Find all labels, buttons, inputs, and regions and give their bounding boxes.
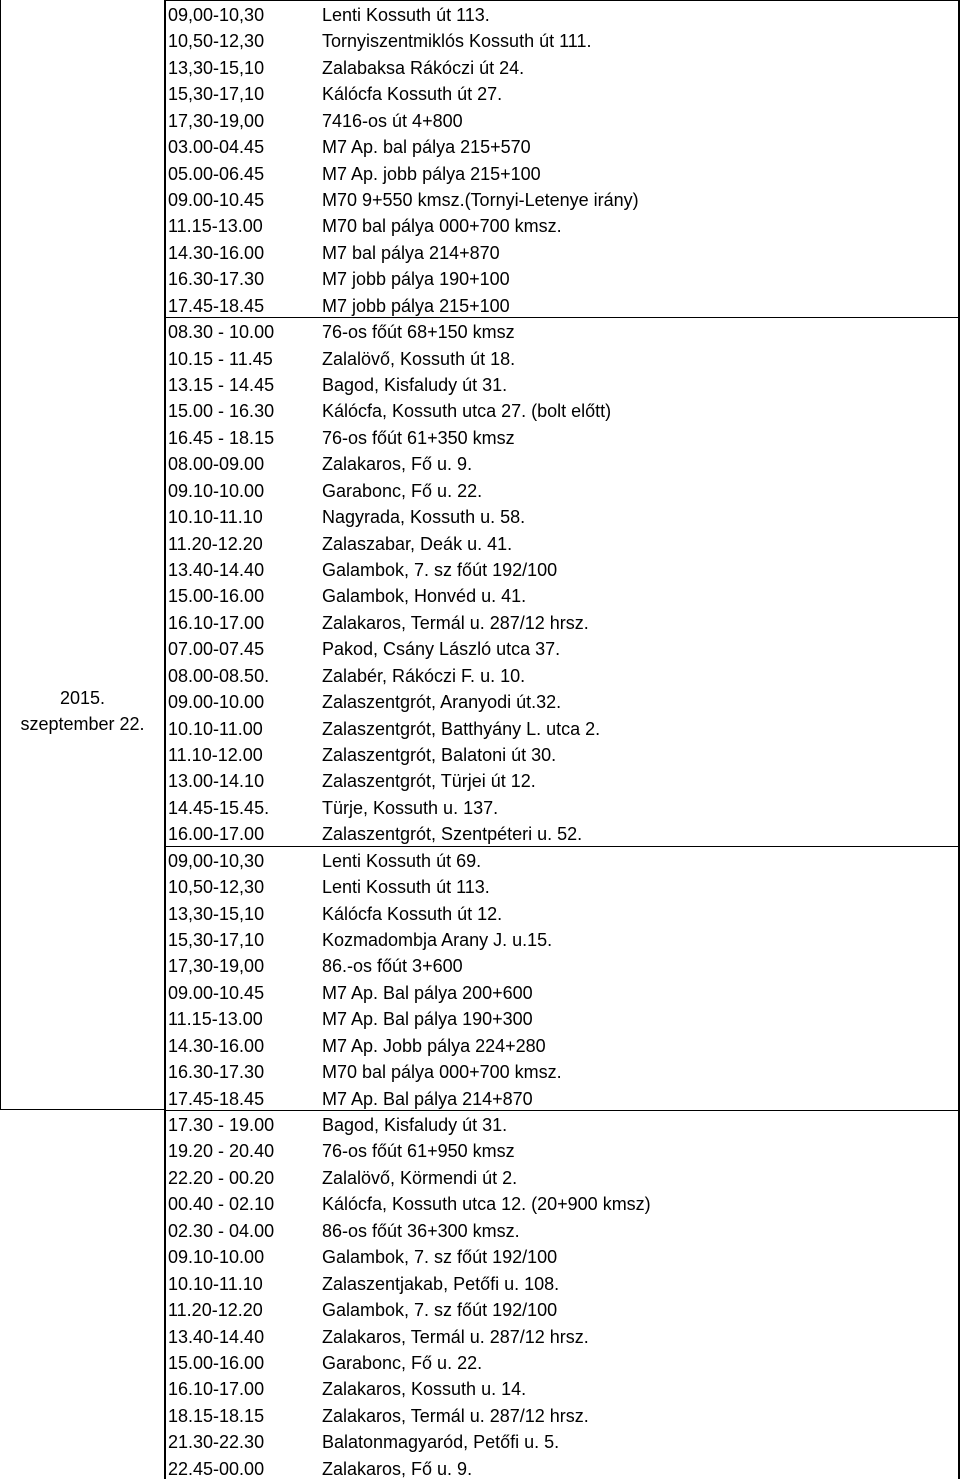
- table-row: [165, 81, 960, 107]
- table-row: [165, 531, 960, 557]
- table-row: [165, 1271, 960, 1297]
- location-cell: Kálócfa Kossuth út 27.: [322, 84, 503, 105]
- time-cell: 22.20 - 00.20: [168, 1167, 275, 1188]
- time-cell: 13.40-14.40: [168, 1326, 265, 1347]
- time-cell: 08.00-08.50.: [168, 665, 270, 686]
- table-row: [165, 927, 960, 953]
- table-row: [165, 240, 960, 266]
- location-cell: M7 Ap. bal pálya 215+570: [322, 137, 531, 158]
- table-row: [165, 478, 960, 504]
- table-row: [165, 451, 960, 477]
- table-row: [165, 266, 960, 292]
- left-border: [0, 0, 1, 1110]
- time-cell: 17.30 - 19.00: [168, 1115, 275, 1136]
- time-cell: 15,30-17,10: [168, 84, 265, 105]
- table-row: [165, 319, 960, 345]
- time-cell: 17,30-19,00: [168, 110, 265, 131]
- time-cell: 10.10-11.10: [168, 1273, 263, 1294]
- location-cell: Zalakaros, Termál u. 287/12 hrsz.: [322, 1326, 589, 1347]
- table-row: [165, 1324, 960, 1350]
- location-cell: Türje, Kossuth u. 137.: [322, 797, 499, 818]
- time-cell: 10.15 - 11.45: [168, 348, 273, 369]
- time-cell: 10.10-11.00: [168, 718, 263, 739]
- time-cell: 16.45 - 18.15: [168, 427, 275, 448]
- table-row: [165, 636, 960, 662]
- location-cell: 86.-os főút 3+600: [322, 956, 463, 977]
- time-cell: 09.10-10.00: [168, 480, 265, 501]
- location-cell: Zalalövő, Kossuth út 18.: [322, 348, 516, 369]
- location-cell: Bagod, Kisfaludy út 31.: [322, 1115, 508, 1136]
- table-row: [165, 821, 960, 847]
- location-cell: Kálócfa, Kossuth utca 27. (bolt előtt): [322, 401, 612, 422]
- time-cell: 14.30-16.00: [168, 1035, 265, 1056]
- time-cell: 09,00-10,30: [168, 850, 265, 871]
- table-row: [165, 134, 960, 160]
- time-cell: 15,30-17,10: [168, 930, 265, 951]
- table-row: [165, 425, 960, 451]
- table-row: [165, 610, 960, 636]
- table-row: [165, 1165, 960, 1191]
- date-block-bottom-border: [0, 1109, 165, 1110]
- time-cell: 13,30-15,10: [168, 57, 265, 78]
- time-cell: 17,30-19,00: [168, 956, 265, 977]
- location-cell: M7 bal pálya 214+870: [322, 242, 500, 263]
- date-year: 2015.: [59, 688, 106, 708]
- location-cell: 86-os főút 36+300 kmsz.: [322, 1220, 520, 1241]
- time-cell: 13.40-14.40: [168, 560, 265, 581]
- table-row: [165, 213, 960, 239]
- time-cell: 15.00-16.00: [168, 586, 265, 607]
- table-row: [165, 161, 960, 187]
- table-row: [165, 346, 960, 372]
- time-cell: 16.00-17.00: [168, 824, 265, 845]
- time-cell: 09.10-10.00: [168, 1247, 265, 1268]
- location-cell: Zalaszabar, Deák u. 41.: [322, 533, 513, 554]
- time-cell: 15.00-16.00: [168, 1352, 265, 1373]
- time-cell: 17.45-18.45: [168, 1088, 265, 1109]
- location-cell: Galambok, 7. sz főút 192/100: [322, 1300, 558, 1321]
- time-cell: 16.30-17.30: [168, 269, 265, 290]
- location-cell: Zalaszentjakab, Petőfi u. 108.: [322, 1273, 560, 1294]
- location-cell: Zalabér, Rákóczi F. u. 10.: [322, 665, 526, 686]
- location-cell: Zalaszentgrót, Balatoni út 30.: [322, 745, 557, 766]
- location-cell: M7 Ap. jobb pálya 215+100: [322, 163, 541, 184]
- location-cell: M7 jobb pálya 190+100: [322, 269, 510, 290]
- location-cell: M70 9+550 kmsz.(Tornyi-Letenye irány): [322, 190, 639, 210]
- location-cell: M70 bal pálya 000+700 kmsz.: [322, 216, 562, 237]
- table-row: [165, 980, 960, 1006]
- location-cell: Zalakaros, Fő u. 9.: [322, 1458, 473, 1479]
- location-cell: M7 Ap. Jobb pálya 224+280: [322, 1035, 546, 1056]
- table-row: [165, 1138, 960, 1164]
- time-cell: 11.20-12.20: [168, 1300, 263, 1321]
- location-cell: Zalaszentgrót, Batthyány L. utca 2.: [322, 718, 601, 739]
- table-row: [165, 768, 960, 794]
- time-cell: 07.00-07.45: [168, 639, 265, 660]
- time-cell: 09,00-10,30: [168, 5, 265, 25]
- location-cell: Galambok, Honvéd u. 41.: [322, 586, 527, 607]
- table-row: [165, 1112, 960, 1138]
- location-cell: Kálócfa, Kossuth utca 12. (20+900 kmsz): [322, 1194, 651, 1215]
- location-cell: Lenti Kossuth út 113.: [322, 5, 490, 25]
- time-cell: 09.00-10.45: [168, 982, 265, 1003]
- location-cell: Zalaszentgrót, Türjei út 12.: [322, 771, 536, 792]
- table-row: [165, 293, 960, 319]
- location-cell: Zalaszentgrót, Aranyodi út.32.: [322, 692, 562, 713]
- location-cell: M7 Ap. Bal pálya 190+300: [322, 1009, 533, 1030]
- time-cell: 11.15-13.00: [168, 216, 263, 237]
- table-row: [165, 901, 960, 927]
- table-row: [165, 2, 960, 28]
- time-cell: 00.40 - 02.10: [168, 1194, 275, 1215]
- table-row: [165, 1350, 960, 1376]
- table-row: [165, 1376, 960, 1402]
- location-cell: 76-os főút 61+350 kmsz: [322, 427, 515, 448]
- time-cell: 21.30-22.30: [168, 1432, 265, 1453]
- location-cell: 7416-os út 4+800: [322, 110, 463, 131]
- time-cell: 16.30-17.30: [168, 1062, 265, 1083]
- location-cell: Lenti Kossuth út 113.: [322, 877, 490, 898]
- table-row: [165, 1429, 960, 1455]
- group-separator: [165, 317, 960, 318]
- table-row: [165, 28, 960, 54]
- time-cell: 14.30-16.00: [168, 242, 265, 263]
- location-cell: M7 Ap. Bal pálya 200+600: [322, 982, 533, 1003]
- time-cell: 13.15 - 14.45: [168, 375, 275, 396]
- location-cell: Bagod, Kisfaludy út 31.: [322, 375, 508, 396]
- time-cell: 17.45-18.45: [168, 295, 265, 316]
- time-cell: 18.15-18.15: [168, 1405, 265, 1426]
- time-cell: 22.45-00.00: [168, 1458, 265, 1479]
- location-cell: Pakod, Csány László utca 37.: [322, 639, 561, 660]
- time-cell: 11.20-12.20: [168, 533, 263, 554]
- table-row: [165, 1403, 960, 1429]
- location-cell: M7 Ap. Bal pálya 214+870: [322, 1088, 533, 1109]
- table-row: [165, 398, 960, 424]
- table-row: [165, 795, 960, 821]
- table-row: [165, 55, 960, 81]
- group-separator: [165, 1110, 960, 1111]
- table-row: [165, 848, 960, 874]
- table-row: [165, 663, 960, 689]
- time-cell: 10,50-12,30: [168, 31, 265, 52]
- time-cell: 11.15-13.00: [168, 1009, 263, 1030]
- table-row: [165, 953, 960, 979]
- time-cell: 16.10-17.00: [168, 1379, 265, 1400]
- table-row: [165, 874, 960, 900]
- table-row: [165, 1086, 960, 1112]
- table-row: [165, 716, 960, 742]
- table-row: [165, 372, 960, 398]
- location-cell: 76-os főút 68+150 kmsz: [322, 322, 515, 343]
- table-row: [165, 1244, 960, 1270]
- time-cell: 15.00 - 16.30: [168, 401, 275, 422]
- location-cell: Zalaszentgrót, Szentpéteri u. 52.: [322, 824, 583, 845]
- location-cell: M70 bal pálya 000+700 kmsz.: [322, 1062, 562, 1083]
- table-row: [165, 1456, 960, 1482]
- time-cell: 02.30 - 04.00: [168, 1220, 275, 1241]
- table-row: [165, 1006, 960, 1032]
- location-cell: Zalakaros, Fő u. 9.: [322, 454, 473, 475]
- table-top-border: [165, 0, 960, 1]
- location-cell: Garabonc, Fő u. 22.: [322, 480, 483, 501]
- location-cell: Zalalövő, Körmendi út 2.: [322, 1167, 518, 1188]
- location-cell: Nagyrada, Kossuth u. 58.: [322, 507, 526, 528]
- table-row: [165, 504, 960, 530]
- table-row: [165, 1191, 960, 1217]
- location-cell: Tornyiszentmiklós Kossuth út 111.: [322, 31, 592, 52]
- table-row: [165, 557, 960, 583]
- time-cell: 09.00-10.00: [168, 692, 265, 713]
- time-cell: 14.45-15.45.: [168, 797, 270, 818]
- time-cell: 16.10-17.00: [168, 612, 265, 633]
- time-cell: 08.30 - 10.00: [168, 322, 275, 343]
- location-cell: Galambok, 7. sz főút 192/100: [322, 560, 558, 581]
- location-cell: Kálócfa Kossuth út 12.: [322, 903, 503, 924]
- time-cell: 10,50-12,30: [168, 877, 265, 898]
- location-cell: Zalakaros, Termál u. 287/12 hrsz.: [322, 1405, 589, 1426]
- location-cell: Zalakaros, Kossuth u. 14.: [322, 1379, 527, 1400]
- table-row: [165, 689, 960, 715]
- table-row: [165, 1033, 960, 1059]
- location-cell: Kozmadombja Arany J. u.15.: [322, 930, 553, 951]
- location-cell: Garabonc, Fő u. 22.: [322, 1352, 483, 1373]
- location-cell: M7 jobb pálya 215+100: [322, 295, 510, 316]
- location-cell: Balatonmagyaród, Petőfi u. 5.: [322, 1432, 560, 1453]
- table-row: [165, 583, 960, 609]
- table-row: [165, 742, 960, 768]
- time-cell: 13,30-15,10: [168, 903, 265, 924]
- table-row: [165, 108, 960, 134]
- table-row: [165, 1218, 960, 1244]
- time-cell: 11.10-12.00: [168, 745, 263, 766]
- location-cell: Lenti Kossuth út 69.: [322, 850, 482, 871]
- table-row: [165, 1297, 960, 1323]
- time-cell: 19.20 - 20.40: [168, 1141, 275, 1162]
- location-cell: Zalabaksa Rákóczi út 24.: [322, 57, 525, 78]
- table-row: [165, 187, 960, 213]
- location-cell: Zalakaros, Termál u. 287/12 hrsz.: [322, 612, 589, 633]
- time-cell: 09.00-10.45: [168, 190, 265, 210]
- date-day: szeptember 22.: [20, 714, 145, 734]
- time-cell: 13.00-14.10: [168, 771, 265, 792]
- time-cell: 10.10-11.10: [168, 507, 263, 528]
- time-cell: 08.00-09.00: [168, 454, 265, 475]
- time-cell: 03.00-04.45: [168, 137, 265, 158]
- table-row: [165, 1059, 960, 1085]
- time-cell: 05.00-06.45: [168, 163, 265, 184]
- location-cell: Galambok, 7. sz főút 192/100: [322, 1247, 558, 1268]
- location-cell: 76-os főút 61+950 kmsz: [322, 1141, 515, 1162]
